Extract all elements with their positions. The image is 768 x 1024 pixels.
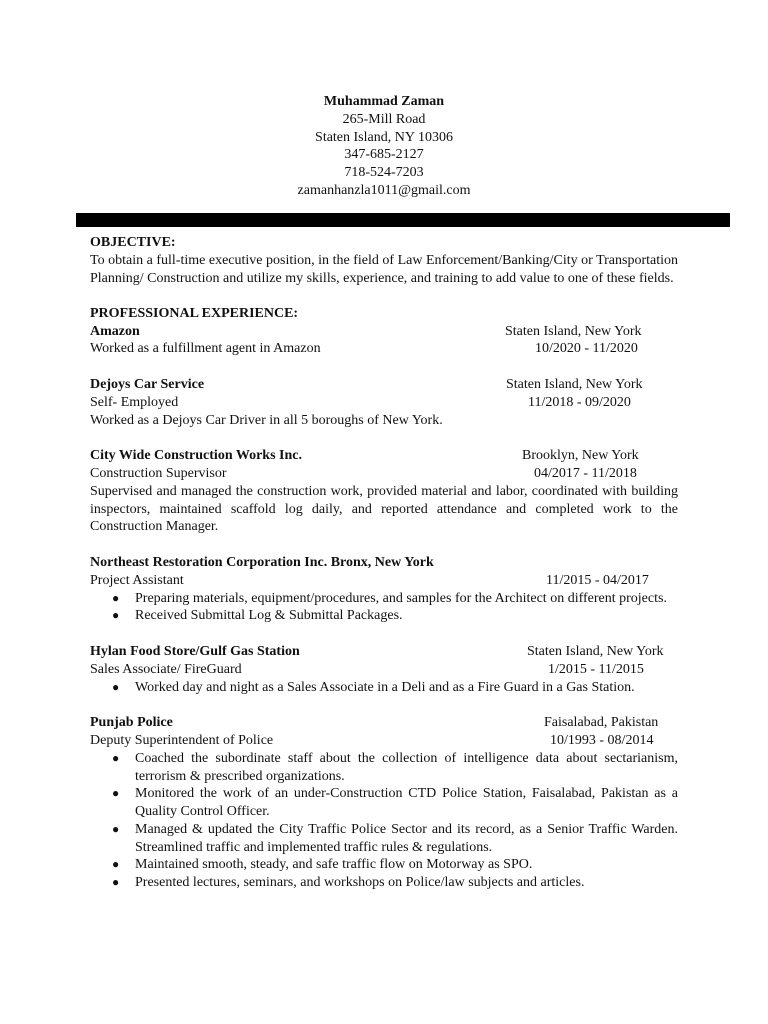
job-location: Staten Island, New York (506, 376, 643, 392)
job-role: Self- Employed (90, 394, 179, 410)
job-entry (90, 714, 678, 892)
job-company: Amazon (90, 323, 140, 339)
resume-header (0, 93, 768, 200)
list-item: ● Managed & updated the City Traffic Police Sector and its record, as a Senior Traffic Warden. Streamlined traffic and implemented traffic rules & regulations. (112, 821, 678, 855)
job-dates: 11/2018 - 09/2020 (528, 394, 631, 410)
job-company: Punjab Police (90, 715, 173, 731)
job-dates: 04/2017 - 11/2018 (534, 465, 637, 481)
address-line-2: Staten Island, NY 10306 (315, 129, 453, 145)
list-item: ● Presented lectures, seminars, and workshops on Police/law subjects and articles. (112, 875, 585, 891)
job-description: Worked as a Dejoys Car Driver in all 5 boroughs of New York. (90, 412, 443, 428)
bullet-icon: ● (112, 750, 120, 765)
job-company: Northeast Restoration Corporation Inc. Bronx, New York (90, 554, 434, 570)
email: zamanhanzla1011@gmail.com (297, 182, 471, 198)
job-company: Hylan Food Store/Gulf Gas Station (90, 643, 300, 659)
job-location: Brooklyn, New York (522, 448, 639, 464)
job-entry (90, 376, 678, 429)
bullet-icon: ● (112, 590, 120, 605)
job-role: Sales Associate/ FireGuard (90, 661, 242, 677)
bullet-icon: ● (112, 821, 120, 836)
job-company: Dejoys Car Service (90, 376, 205, 392)
job-entry (90, 643, 678, 696)
job-role: Project Assistant (90, 572, 184, 588)
bullet-icon: ● (112, 857, 120, 872)
objective-title: OBJECTIVE: (90, 235, 176, 250)
objective-text: To obtain a full-time executive position, in the field of Law Enforcement/Banking/City or Transportation Planning/ Construction and utilize my skills, experience, and training to add value to one of these fields. (90, 252, 678, 286)
bullet-icon: ● (112, 786, 120, 801)
job-dates: 1/2015 - 11/2015 (548, 661, 644, 677)
candidate-name: Muhammad Zaman (323, 94, 445, 109)
job-bullets (90, 750, 678, 892)
bullet-icon: ● (112, 608, 120, 623)
job-entry (90, 447, 678, 536)
job-company: City Wide Construction Works Inc. (90, 448, 302, 464)
job-description: Supervised and managed the construction work, provided material and labor, coordinated with building inspectors, maintained scaffold log daily, and reported attendance and completed work to the Construction Manager. (90, 483, 678, 535)
bullet-icon: ● (112, 875, 120, 890)
job-role: Worked as a fulfillment agent in Amazon (90, 341, 321, 357)
header-divider (76, 213, 730, 227)
job-bullets (90, 590, 678, 626)
list-item: ● Preparing materials, equipment/procedures, and samples for the Architect on different projects. (112, 590, 667, 606)
job-location: Staten Island, New York (505, 323, 642, 339)
list-item: ● Received Submittal Log & Submittal Packages. (112, 608, 403, 624)
phone-2: 718-524-7203 (344, 165, 424, 181)
resume-body (90, 234, 678, 892)
phone-1: 347-685-2127 (344, 147, 424, 163)
job-entry (90, 554, 678, 625)
job-role: Construction Supervisor (90, 465, 227, 481)
job-dates: 10/2020 - 11/2020 (535, 341, 638, 357)
list-item: ● Monitored the work of an under-Construction CTD Police Station, Faisalabad, Pakistan as a Quality Control Officer. (112, 786, 678, 820)
list-item: ● Maintained smooth, steady, and safe traffic flow on Motorway as SPO. (112, 857, 533, 873)
job-location: Faisalabad, Pakistan (544, 715, 659, 731)
job-location: Staten Island, New York (527, 643, 664, 659)
job-entry (90, 323, 678, 359)
bullet-icon: ● (112, 679, 120, 694)
job-bullets (90, 679, 678, 697)
list-item: ● Worked day and night as a Sales Associate in a Deli and as a Fire Guard in a Gas Station. (112, 679, 635, 695)
job-role: Deputy Superintendent of Police (90, 732, 274, 748)
job-dates: 11/2015 - 04/2017 (546, 572, 649, 588)
experience-title: PROFESSIONAL EXPERIENCE: (90, 305, 299, 321)
list-item: ● Coached the subordinate staff about the collection of intelligence data about sectarianism, terrorism & prescribed organizations. (112, 750, 678, 784)
job-dates: 10/1993 - 08/2014 (550, 732, 654, 748)
address-line-1: 265-Mill Road (342, 111, 426, 127)
